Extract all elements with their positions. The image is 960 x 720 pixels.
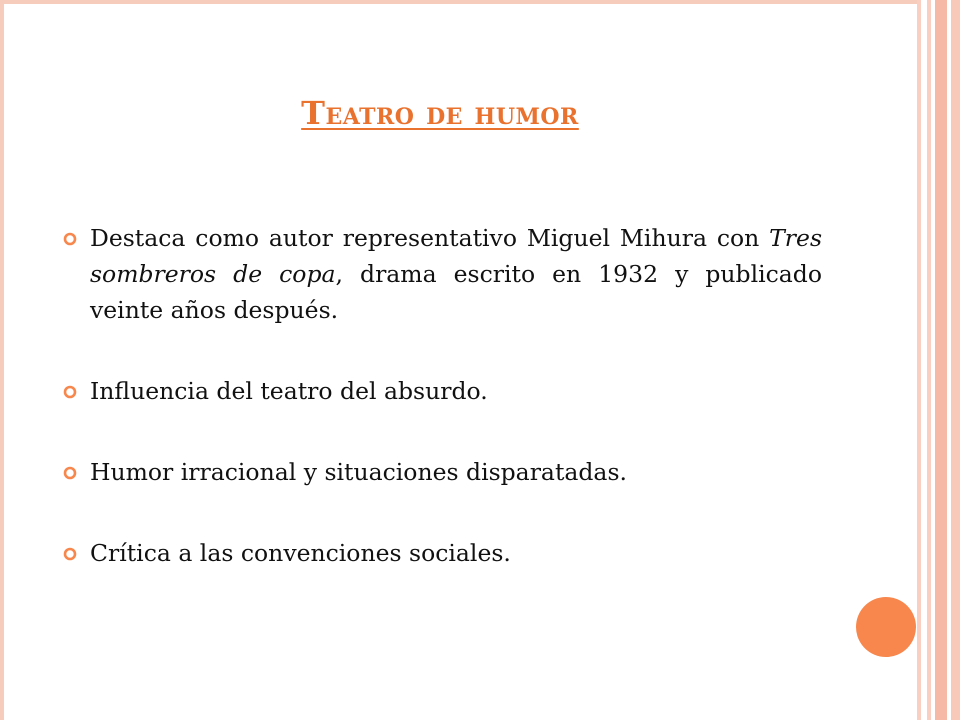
bullet-text: Influencia del teatro del absurdo. [90,377,488,405]
border-stripe [935,0,947,720]
bullet-item [60,220,822,328]
border-stripe [951,0,960,720]
play-title: Tres sombreros de copa [90,224,822,288]
bullet-ring-icon [63,466,77,480]
bullet-ring-icon [63,385,77,399]
bullet-item [60,454,822,490]
bullet-text: Humor irracional y situaciones disparatadas. [90,458,627,486]
border-stripe [927,0,931,720]
bullet-item [60,373,822,409]
bullet-ring-icon [63,547,77,561]
bullet-text: Destaca como autor representativo Miguel Mihura con [90,224,770,252]
border-stripe [917,0,921,720]
right-decorative-border [917,0,960,720]
bullet-text-continued: , drama escrito en 1932 y publicado veinte años después. [90,260,822,324]
bullet-item [60,535,822,571]
bullet-ring-icon [63,232,77,246]
slide-title: Teatro de humor [301,94,579,132]
bullet-list [60,220,822,571]
bullet-text: Crítica a las convenciones sociales. [90,539,511,567]
decorative-circle [856,597,916,657]
